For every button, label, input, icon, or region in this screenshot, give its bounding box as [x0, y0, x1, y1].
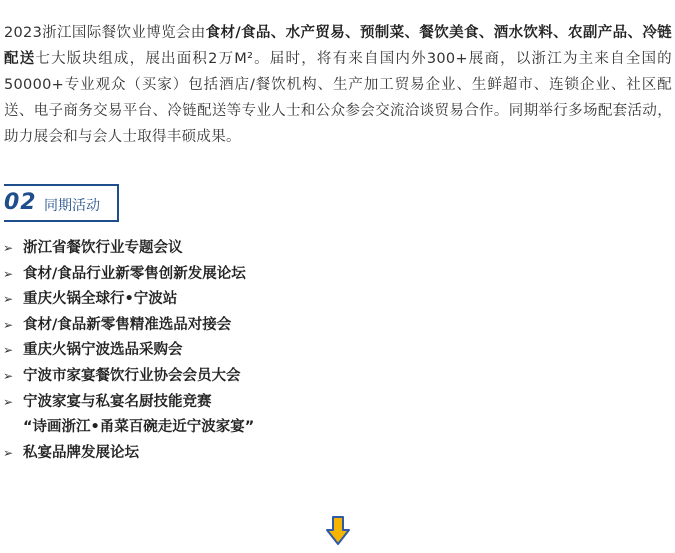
- section-number: 02: [4, 190, 37, 215]
- activity-label: 浙江省餐饮行业专题会议: [23, 240, 183, 256]
- section-header-top-border: [4, 184, 119, 186]
- bullet-arrow-icon: ➢: [3, 368, 14, 383]
- down-arrow-icon: [325, 515, 351, 547]
- down-arrow-shape: [327, 517, 349, 544]
- list-item-continuation: [3, 416, 254, 442]
- activity-label: 宁波家宴与私宴名厨技能竞赛: [23, 393, 212, 410]
- list-item: [3, 365, 254, 391]
- activity-label: 宁波市家宴餐饮行业协会会员大会: [23, 367, 241, 384]
- bullet-arrow-icon: ➢: [3, 266, 14, 281]
- section-header: [4, 184, 119, 222]
- bullet-arrow-icon: ➢: [3, 317, 14, 332]
- intro-paragraph: [4, 20, 672, 150]
- list-item: [3, 288, 254, 314]
- section-title: 同期活动: [44, 198, 100, 214]
- list-item: [3, 263, 254, 289]
- intro-text-start: 2023浙江国际餐饮业博览会由: [4, 25, 206, 41]
- intro-text-rest: 七大版块组成，展出面积2万M²。届时，将有来自国内外300+展商，以浙江为主来自全国的50000+专业观众（买家）包括酒店/餐饮机构、生产加工贸易企业、生鲜超市、连锁企业、社区配送、电子商务交易平台、冷链配送等专业人士和公众参会交流洽谈贸易合作。同期举行多场配套活动，助力展会和与会人士取得丰硕成果。: [4, 51, 672, 145]
- activity-label: “诗画浙江•甬菜百碗走近宁波家宴”: [23, 419, 255, 436]
- activity-list: [3, 237, 254, 467]
- activity-label: 重庆火锅宁波选品采购会: [23, 342, 183, 359]
- activity-label: 重庆火锅全球行•宁波站: [23, 291, 178, 308]
- bullet-arrow-icon: ➢: [3, 292, 14, 307]
- bullet-arrow-icon: ➢: [3, 445, 14, 460]
- list-item: [3, 237, 254, 263]
- intro-sectors: 食材/食品、水产贸易、预制菜、餐饮美食、酒水饮料、农副产品、冷链配送: [4, 25, 672, 67]
- bullet-arrow-icon: ➢: [3, 343, 14, 358]
- list-item: [3, 442, 254, 468]
- section-header-right-border: [117, 184, 119, 222]
- bullet-arrow-icon: ➢: [3, 241, 14, 255]
- list-item: [3, 314, 254, 340]
- bullet-arrow-icon: ➢: [3, 394, 14, 409]
- activity-label: 食材/食品行业新零售创新发展论坛: [23, 265, 246, 282]
- activity-label: 私宴品牌发展论坛: [23, 444, 139, 461]
- section-header-bottom-border: [4, 220, 119, 222]
- list-item: [3, 391, 254, 417]
- list-item: [3, 339, 254, 365]
- activity-label: 食材/食品新零售精准选品对接会: [23, 316, 232, 333]
